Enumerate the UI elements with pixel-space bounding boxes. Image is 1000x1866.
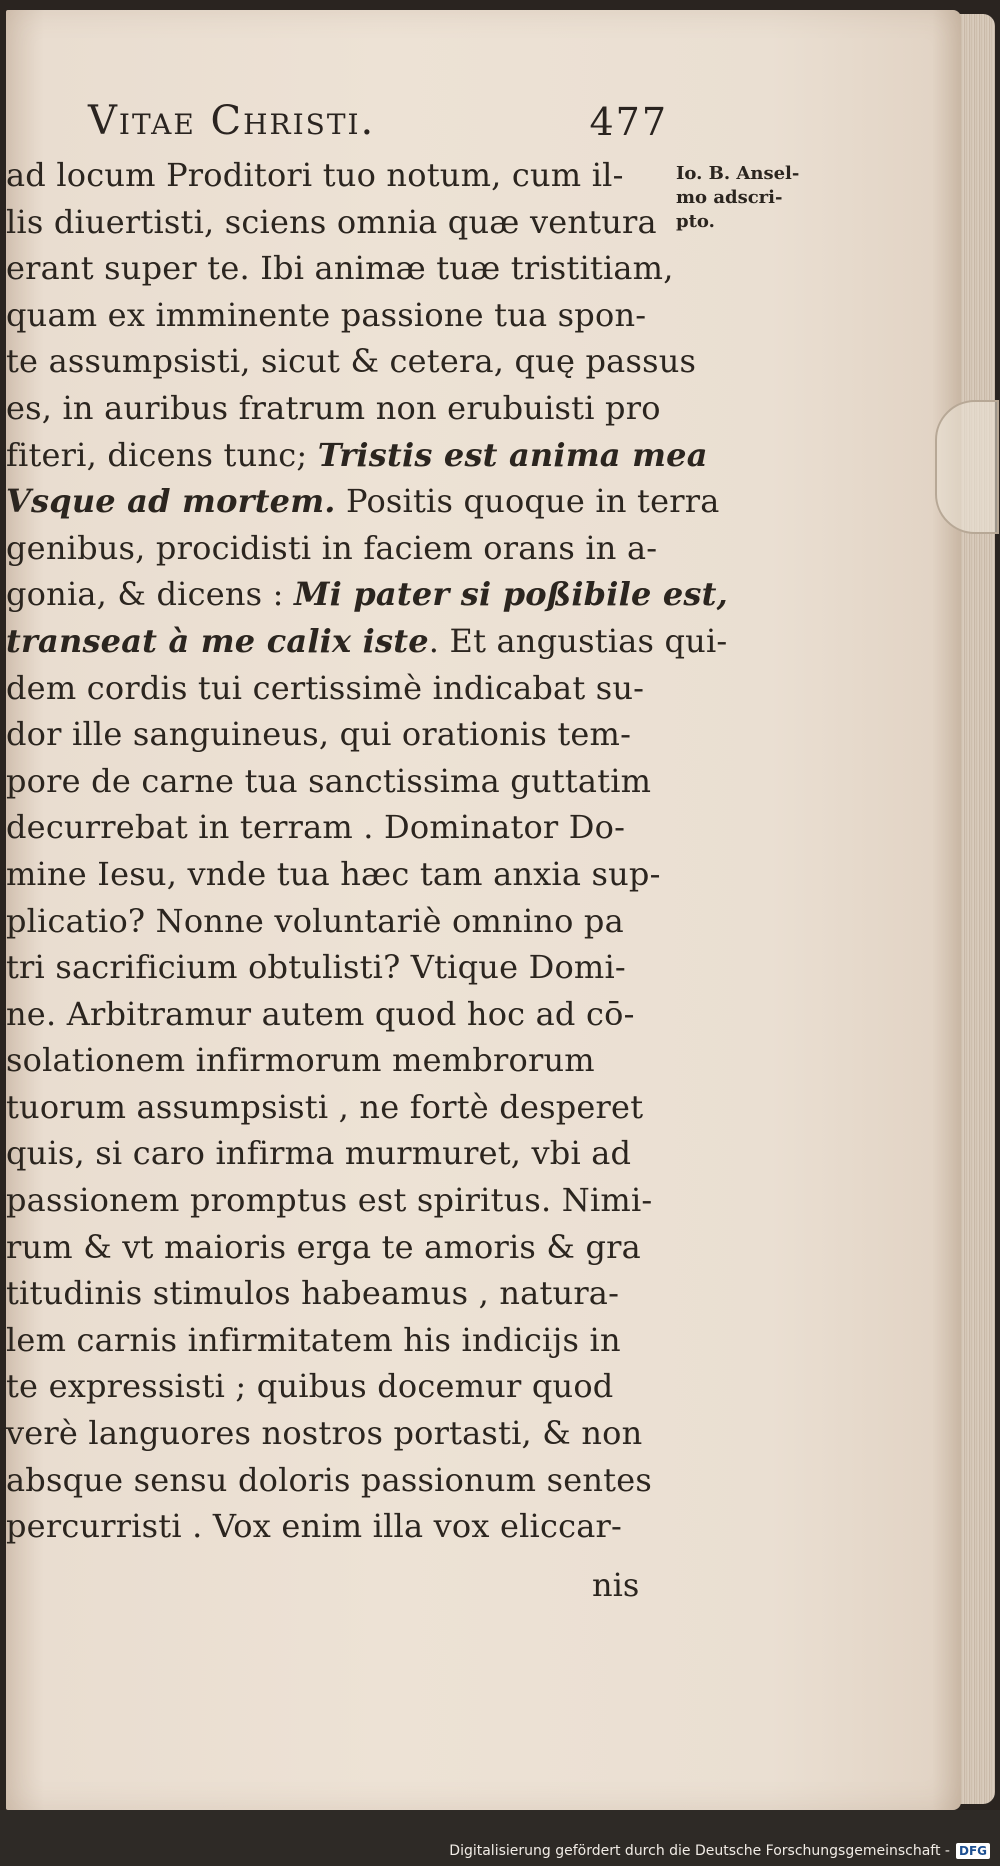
text-segment: dor ille sanguineus, qui orationis tem-	[6, 715, 632, 754]
catchword: nis	[592, 1566, 640, 1604]
text-line	[6, 1037, 686, 1084]
text-line	[6, 851, 686, 898]
text-line	[6, 152, 686, 199]
text-segment: tuorum assumpsisti , ne fortè desperet	[6, 1087, 644, 1126]
text-line	[6, 1457, 686, 1504]
digitization-footer	[449, 1840, 990, 1862]
text-segment: absque sensu doloris passionum sentes	[6, 1460, 652, 1499]
running-head	[88, 96, 668, 144]
text-line	[6, 338, 697, 385]
text-segment: quis, si caro infirma murmuret, vbi ad	[6, 1134, 632, 1173]
text-line	[6, 385, 686, 432]
text-segment: plicatio? Nonne voluntariè omnino pa	[6, 901, 624, 940]
text-line	[6, 1317, 686, 1364]
text-segment: decurrebat in terram . Dominator Do-	[6, 808, 626, 847]
text-segment: gonia, & dicens :	[6, 575, 295, 614]
text-segment: solationem infirmorum membrorum	[6, 1041, 595, 1080]
text-line	[6, 525, 686, 572]
page-edges	[955, 14, 995, 1804]
text-segment: mine Iesu, vnde tua hæc tam anxia sup-	[6, 854, 661, 893]
text-line	[6, 991, 686, 1038]
text-line	[6, 1177, 686, 1224]
text-segment: te assumpsisti, sicut & cetera, quę passus	[6, 342, 697, 381]
text-line	[6, 1503, 686, 1550]
text-segment: genibus, procidisti in faciem orans in a-	[6, 528, 658, 567]
text-segment: ne. Arbitramur autem quod hoc ad cō-	[6, 994, 635, 1033]
text-segment: pore de carne tua sanctissima guttatim	[6, 761, 652, 800]
italic-quotation: Mi pater si poßibile est,	[294, 575, 728, 614]
text-line	[6, 1363, 686, 1410]
text-line	[6, 804, 686, 851]
text-segment: rum & vt maioris erga te amoris & gra	[6, 1227, 641, 1266]
text-segment: titudinis stimulos habeamus , natura-	[6, 1274, 620, 1313]
text-segment: fiteri, dicens tunc;	[6, 435, 318, 474]
text-segment: passionem promptus est spiritus. Nimi-	[6, 1181, 653, 1220]
text-segment: verè languores nostros portasti, & non	[6, 1414, 643, 1453]
text-segment: . Et angustias qui-	[428, 621, 728, 660]
marginal-note-line: pto.	[676, 211, 715, 232]
text-segment: erant super te. Ibi animæ tuæ tristitiam,	[6, 249, 674, 288]
text-line	[6, 1084, 686, 1131]
text-line	[6, 1224, 686, 1271]
text-line	[6, 199, 686, 246]
text-segment: lem carnis infirmitatem his indicijs in	[6, 1320, 621, 1359]
text-line	[6, 665, 686, 712]
text-line	[6, 618, 728, 665]
marginal-note-line: mo adscri-	[676, 187, 783, 208]
text-segment: dem cordis tui certissimè indicabat su-	[6, 668, 645, 707]
text-segment: ad locum Proditori tuo notum, cum il-	[6, 156, 624, 194]
text-line	[6, 1270, 686, 1317]
text-line	[6, 711, 686, 758]
page-edge-tab	[935, 400, 999, 534]
text-line	[6, 478, 720, 525]
running-head-title: Vitae Christi.	[88, 98, 376, 144]
text-segment: te expressisti ; quibus docemur quod	[6, 1367, 614, 1406]
text-line	[6, 1410, 686, 1457]
dfg-logo: DFG	[956, 1843, 990, 1859]
text-line	[6, 944, 686, 991]
text-line	[6, 292, 686, 339]
marginal-note	[676, 162, 826, 234]
text-line	[6, 898, 686, 945]
text-segment: es, in auribus fratrum non erubuisti pro	[6, 388, 661, 427]
text-line	[6, 1130, 686, 1177]
italic-quotation: Tristis est anima mea	[317, 435, 708, 474]
italic-quotation: transeat à me calix iste	[6, 621, 429, 660]
text-segment: tri sacrificium obtulisti? Vtique Domi-	[6, 948, 626, 987]
text-line	[6, 758, 686, 805]
text-line	[6, 432, 708, 479]
italic-quotation: Vsque ad mortem.	[6, 482, 336, 521]
text-line	[6, 245, 686, 292]
text-line	[6, 571, 728, 618]
text-segment: percurristi . Vox enim illa vox eliccar-	[6, 1507, 623, 1546]
page-number: 477	[589, 100, 668, 144]
marginal-note-line: Io. B. Ansel-	[676, 163, 800, 184]
text-segment: Positis quoque in terra	[335, 482, 720, 521]
footer-credit: Digitalisierung gefördert durch die Deutsche Forschungsgemeinschaft -	[449, 1843, 950, 1859]
text-segment: lis diuertisti, sciens omnia quæ ventura	[6, 202, 657, 241]
text-segment: quam ex imminente passione tua spon-	[6, 295, 647, 334]
